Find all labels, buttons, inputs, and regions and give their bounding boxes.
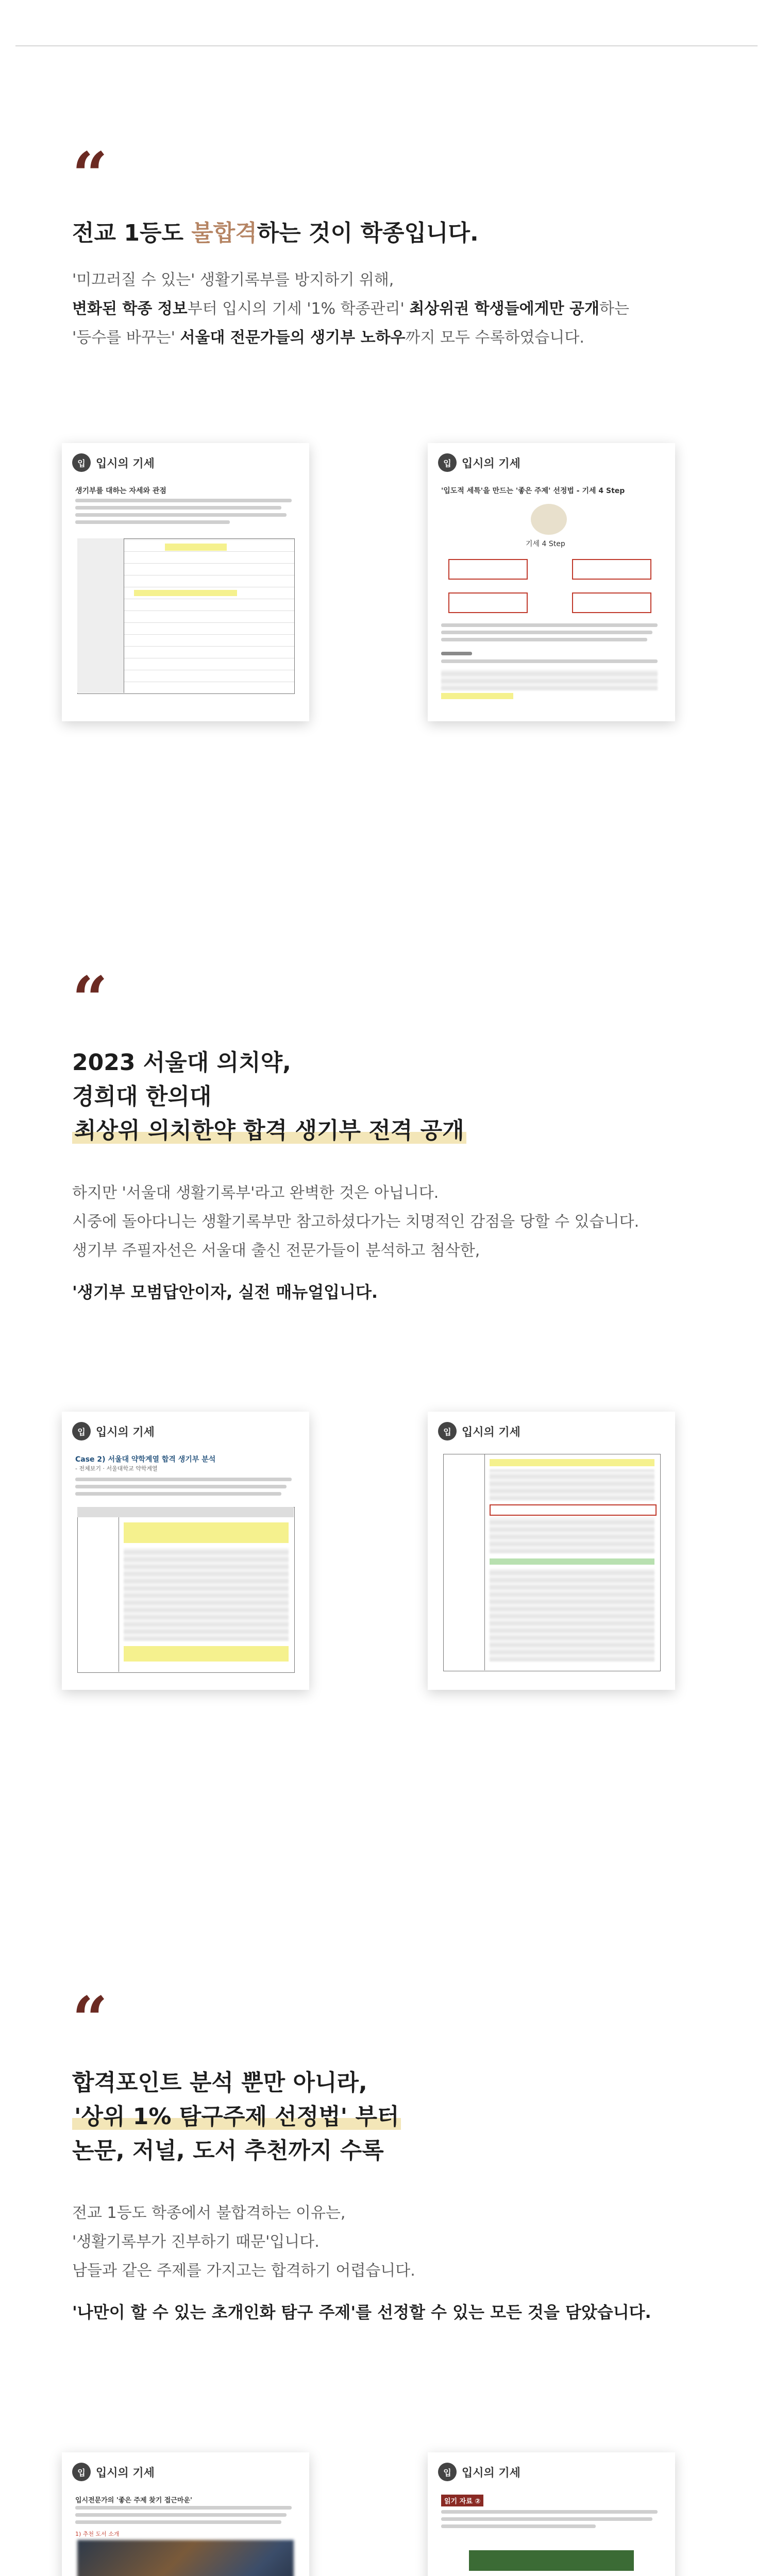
logo-icon: 입	[72, 453, 91, 472]
section-body: 전교 1등도 학종에서 불합격하는 이유는, '생활기록부가 진부하기 때문'입니다. 남들과 같은 주제를 가지고는 합격하기 어렵습니다. '나만이 할 수 있는 초개인화 탐구 주제'를 선정할 수 있는 모든 것을 담았습니다.	[72, 2204, 651, 2322]
quote-icon: “	[72, 139, 104, 211]
logo-icon: 입	[72, 1422, 91, 1440]
logo-icon: 입	[438, 453, 457, 472]
section-medical	[72, 963, 701, 1307]
preview-page-4: 입 입시의 기세	[428, 1412, 675, 1690]
preview-page-5: 입 입시의 기세 입시전문가의 '좋은 주제 찾기 접근마운' 1) 추천 도서 소개	[62, 2452, 309, 2576]
quote-icon: “	[72, 963, 104, 1036]
section-title: 2023 서울대 의치약, 경희대 한의대 최상위 의치한약 합격 생기부 전격 공개	[72, 1046, 701, 1148]
quote-icon: “	[72, 1983, 104, 2056]
logo-icon: 입	[438, 2463, 457, 2481]
preview-page-2: 입 입시의 기세 '입도적 세특'을 만드는 '좋은 주제' 선정법 - 기세 4 Step 기세 4 Step	[428, 443, 675, 721]
preview-page-1: 입 입시의 기세 생기부를 대하는 자세와 관점	[62, 443, 309, 721]
section-body: 하지만 '서울대 생활기록부'라고 완벽한 것은 아닙니다. 시중에 돌아다니는 생활기록부만 참고하셨다가는 치명적인 감점을 당할 수 있습니다. 생기부 주필자선은 서울대 출신 전문가들이 분석하고 첨삭한, '생기부 모범답안이자, 실전 매뉴얼입니다.	[72, 1184, 640, 1302]
logo-icon: 입	[72, 2463, 91, 2481]
preview-page-3: 입 입시의 기세 Case 2) 서울대 약학계열 합격 생기부 분석 - 전체보기 · 서울대학교 약학계열	[62, 1412, 309, 1690]
top-divider	[15, 45, 758, 46]
section-title: 전교 1등도 불합격하는 것이 학종입니다.	[72, 220, 479, 246]
section-body: '미끄러질 수 있는' 생활기록부를 방지하기 위해, 변화된 학종 정보부터 입시의 기세 '1% 학종관리' 최상위권 학생들에게만 공개하는 '등수를 바꾸는' 서울대 전문가들의 생기부 노하우까지 모두 수록하였습니다.	[72, 271, 629, 347]
section-hakjong	[72, 139, 701, 352]
section-topics	[72, 1983, 701, 2327]
preview-page-6: 입 입시의 기세 읽기 자료 ②	[428, 2452, 675, 2576]
logo-icon: 입	[438, 1422, 457, 1440]
section-title: 합격포인트 분석 뿐만 아니라, '상위 1% 탐구주제 선정법' 부터 논문, 저널, 도서 추천까지 수록	[72, 2066, 701, 2168]
